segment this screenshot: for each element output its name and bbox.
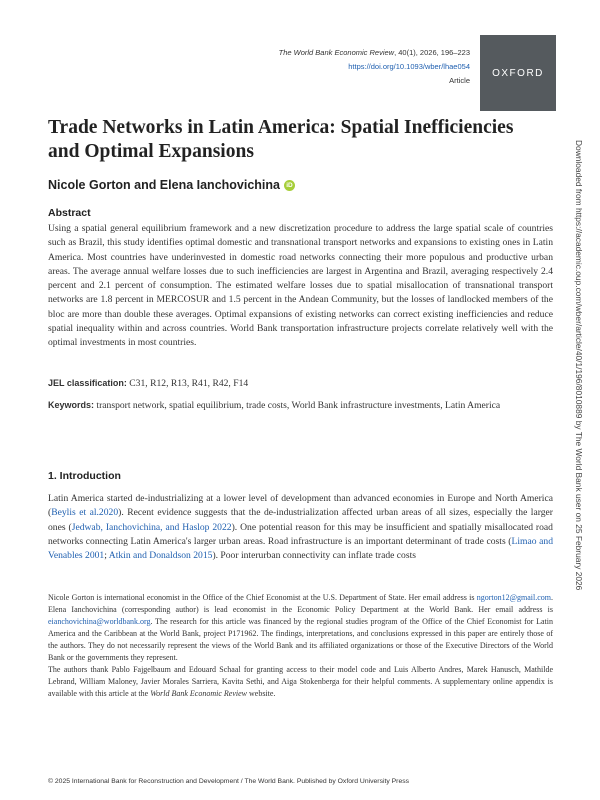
author-footnotes	[48, 592, 553, 700]
article-type: Article	[449, 76, 470, 85]
intro-segment: Latin America started de-industrializing at a lower level of development than advanced economies in Europe and North America (	[48, 493, 553, 519]
keywords	[48, 398, 553, 413]
footnote-affiliations	[48, 592, 553, 664]
copyright-notice: © 2025 International Bank for Reconstruction and Development / The World Bank. Published by Oxford University Press	[48, 778, 410, 785]
journal-volume: , 40(1), 2026, 196–223	[394, 48, 470, 57]
keywords-text: transport network, spatial equilibrium, trade costs, World Bank infrastructure investments, Latin America	[96, 400, 501, 411]
intro-segment: ). One potential reason for this may be insufficient and spatially misallocated road networks connecting Latin America's larger urban areas. Road infrastructure is an important determinant of trade costs (	[48, 521, 553, 547]
doi-link[interactable]: https://doi.org/10.1093/wber/lhae054	[348, 62, 470, 71]
footnote-segment: . Elena Ianchovichina (corresponding author) is lead economist in the Economic Policy Department at the World Bank. Her email address is	[48, 593, 553, 614]
email-ianchovichina[interactable]: eianchovichina@worldbank.org	[48, 617, 151, 626]
footnote-segment: The authors thank Pablo Fajgelbaum and Edouard Schaal for granting access to their model code and Luis Alberto Andres, Marek Hanusch, Mathilde Lebrand, William Maloney, Javier Morales Sarriera, Kavita Sethi, and Aiga Stokenberga for their helpful comments. A supplementary online appendix is available with this article at the	[48, 665, 553, 698]
footnote-segment: website.	[246, 689, 276, 698]
author-line	[48, 178, 295, 192]
citation-atkin[interactable]: Atkin and Donaldson 2015	[108, 550, 213, 562]
abstract-text: Using a spatial general equilibrium framework and a new discretization procedure to address the large spatial scale of countries such as Brazil, this study identifies optimal domestic and transnational transport networks and expansions to existing ones in Latin America. Most countries have underinvested in domestic road networks connecting their more populous and productive urban areas. The average annual welfare losses due to such inefficiencies are largest in Argentina and Brazil, averaging respectively 2.4 percent and 2.1 percent of consumption. The estimated welfare losses due to spatial misallocation of transnational transport networks are 1.8 percent in MERCOSUR and 1.5 percent in the Andean Community, but the losses of landlocked members of the bloc are more than double these averages. Optimal expansions of existing networks can correct existing inefficiencies and reduce spatial inequality within and across countries. World Bank transportation infrastructure projects correlate relatively well with the optimal investments in most countries.	[48, 223, 553, 349]
citation-jedwab[interactable]: Jedwab, Ianchovichina, and Haslop 2022	[71, 521, 232, 533]
footnote-segment: Nicole Gorton is international economist in the Office of the Chief Economist at the U.S. Department of State. Her email address is	[48, 593, 477, 602]
intro-segment: ). Recent evidence suggests that the de-industrialization affected urban areas of all sizes, especially the larger ones (	[48, 507, 554, 533]
oxford-logo: OXFORD	[480, 35, 556, 111]
introduction-text	[48, 492, 553, 563]
intro-segment: ). Poor interurban connectivity can inflate trade costs	[212, 550, 416, 562]
paper-title: Trade Networks in Latin America: Spatial Inefficiencies and Optimal Expansions	[48, 117, 514, 162]
journal-meta	[279, 46, 470, 88]
citation-limao[interactable]: Limao and Venables 2001	[48, 535, 553, 562]
footnote-journal-name: World Bank Economic Review	[150, 689, 247, 698]
abstract-heading: Abstract	[48, 207, 91, 219]
jel-label: JEL classification:	[48, 378, 127, 388]
footnote-segment: . The research for this article was financed by the regional studies program of the Office of the Chief Economist for Latin America and the Caribbean at the World Bank, project P171962. The findings, interpretations, and conclusions expressed in this paper are entirely those of the authors. They do not necessarily represent the views of the World Bank and its affiliated organizations or those of the Executive Directors of the World Bank or the governments they represent.	[48, 617, 553, 662]
footnote-acknowledgments	[48, 664, 553, 700]
orcid-icon[interactable]: iD	[284, 180, 295, 191]
email-gorton[interactable]: ngorton12@gmail.com	[476, 593, 551, 602]
authors: Nicole Gorton and Elena Ianchovichina	[48, 178, 280, 192]
jel-codes: C31, R12, R13, R41, R42, F14	[129, 378, 249, 389]
download-note-text: Downloaded from https://academic.oup.com/wber/article/40/1/196/8010889 by The World Bank user on 25 February 2026	[574, 140, 584, 591]
journal-title: The World Bank Economic Review	[278, 48, 395, 57]
keywords-label: Keywords:	[48, 400, 95, 410]
citation-beylis[interactable]: Beylis et al.2020	[51, 507, 119, 519]
download-watermark	[575, 140, 585, 640]
intro-segment: ;	[104, 550, 109, 562]
jel-classification	[48, 378, 248, 389]
introduction-heading: 1. Introduction	[48, 470, 121, 482]
